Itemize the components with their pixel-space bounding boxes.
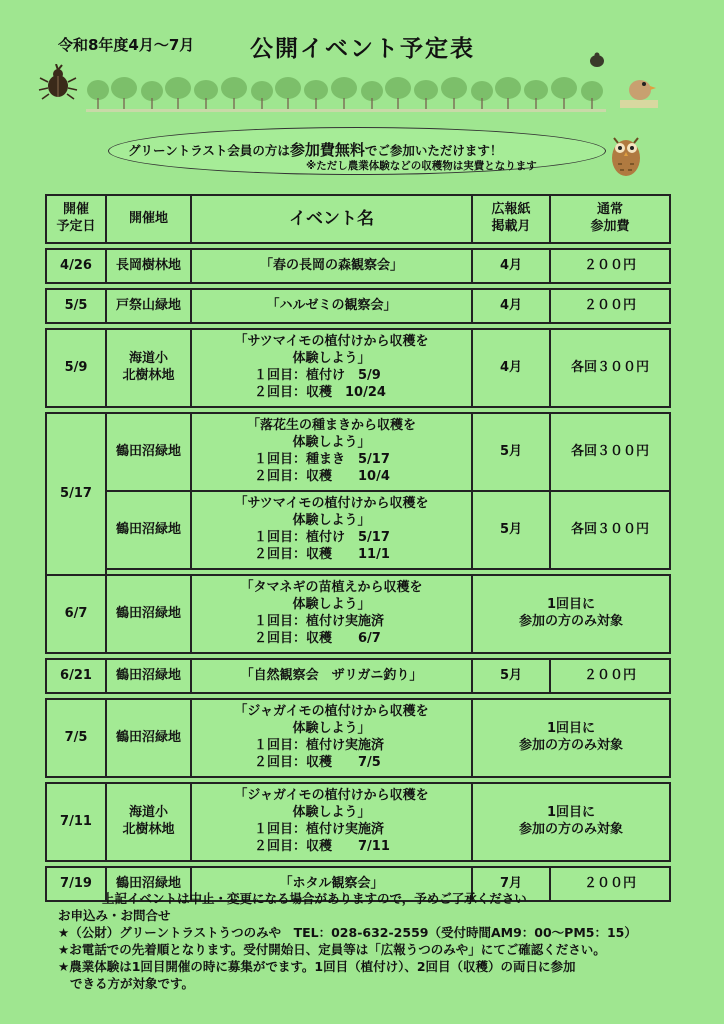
line: 参加の方のみ対象 — [518, 614, 623, 629]
event-date: 7/11 — [46, 783, 106, 861]
line: 「春の長岡の森観察会」 — [259, 257, 403, 273]
line: ２回目：収穫 10/24 — [254, 384, 386, 400]
event-schedule-table — [45, 194, 670, 902]
publication-month: 5月 — [472, 491, 550, 569]
line: 1回目に — [546, 721, 596, 737]
line: 「自然観察会 ザリガニ釣り」 — [240, 667, 423, 683]
line: 「ジャガイモの植付けから収穫を — [234, 704, 429, 720]
footer — [58, 890, 637, 992]
event-date: 5/17 — [46, 413, 106, 575]
line: 「ホタル観察会」 — [279, 875, 384, 891]
table-row — [46, 783, 670, 861]
page-title: 公開イベント予定表 — [250, 36, 475, 62]
header-month: 広報紙 掲載月 — [472, 195, 550, 243]
table-row — [46, 249, 670, 283]
event-place — [106, 575, 191, 653]
publication-month: 4月 — [472, 329, 550, 407]
contact-heading: お申込み・お問合せ — [58, 908, 171, 923]
event-name — [191, 575, 472, 653]
line: 「サツマイモの植付けから収穫を — [234, 334, 429, 350]
farm-note-2: できる方が対象です。 — [70, 976, 195, 991]
event-date: 4/26 — [46, 249, 106, 283]
line: 長岡樹林地 — [115, 257, 181, 273]
event-place — [106, 491, 191, 569]
line: 海道小 — [128, 805, 168, 821]
table-row — [46, 413, 670, 491]
line: 北樹林地 — [122, 822, 175, 837]
table-row — [46, 699, 670, 777]
publication-month: 7月 — [472, 867, 550, 901]
event-date: 7/5 — [46, 699, 106, 777]
line: 1回目に — [546, 805, 596, 821]
line: 「ジャガイモの植付けから収穫を — [234, 788, 429, 804]
table-body — [46, 243, 670, 901]
event-place — [106, 413, 191, 491]
event-name — [191, 249, 472, 283]
event-name — [191, 699, 472, 777]
tree-row-icon — [86, 76, 606, 112]
event-place — [106, 659, 191, 693]
line: 体験しよう」 — [292, 435, 371, 451]
beetle-icon — [38, 64, 78, 100]
line: １回目：植付け 5/17 — [254, 530, 390, 545]
header-date: 開催 予定日 — [46, 195, 106, 243]
event-name — [191, 289, 472, 323]
line: 体験しよう」 — [292, 805, 371, 821]
event-date: 6/21 — [46, 659, 106, 693]
line: 海道小 — [128, 351, 168, 367]
owl-icon — [608, 130, 644, 180]
publication-month: 5月 — [472, 413, 550, 491]
line: 体験しよう」 — [292, 513, 371, 529]
participation-fee: ２００円 — [550, 659, 670, 693]
farm-note-1: ★農業体験は1回目開催の時に募集がでます。1回目（植付け）、2回目（収穫）の両日に参加 — [58, 959, 576, 974]
participation-fee: 各回３００円 — [550, 329, 670, 407]
participation-note — [472, 783, 670, 861]
ladybug-icon — [588, 52, 606, 68]
participation-note — [472, 575, 670, 653]
table-row — [46, 575, 670, 653]
header-fee: 通常 参加費 — [550, 195, 670, 243]
phone-note: ★お電話での先着順となります。受付開始日、定員等は「広報うつのみや」にてご確認ください。 — [58, 942, 606, 957]
line: ２回目：収穫 6/7 — [254, 630, 381, 646]
line: １回目：植付け 5/9 — [254, 368, 381, 383]
line: 鶴田沼緑地 — [115, 521, 181, 537]
event-place — [106, 783, 191, 861]
table-row — [46, 329, 670, 407]
line: 鶴田沼緑地 — [115, 729, 181, 745]
header-event-name: イベント名 — [191, 195, 472, 243]
participation-fee: ２００円 — [550, 249, 670, 283]
line: 鶴田沼緑地 — [115, 667, 181, 683]
participation-fee: 各回３００円 — [550, 413, 670, 491]
line: 「タマネギの苗植えから収穫を — [240, 580, 423, 596]
line: １回目：種まき 5/17 — [254, 452, 390, 467]
period-label: 令和8年度4月～7月 — [58, 36, 195, 54]
member-notice-post: でご参加いただけます！ — [364, 143, 503, 158]
line: １回目：植付け実施済 — [254, 614, 385, 629]
member-notice-text — [128, 139, 502, 160]
line: ２回目：収穫 10/4 — [254, 468, 390, 484]
line: 「サツマイモの植付けから収穫を — [234, 496, 429, 512]
line: １回目：植付け実施済 — [254, 738, 385, 753]
event-name — [191, 491, 472, 569]
table-row — [46, 491, 670, 569]
line: 体験しよう」 — [292, 351, 371, 367]
line: 1回目に — [546, 597, 596, 613]
publication-month: 4月 — [472, 249, 550, 283]
table-row — [46, 289, 670, 323]
event-name — [191, 783, 472, 861]
header-place: 開催地 — [106, 195, 191, 243]
event-place — [106, 329, 191, 407]
participation-fee: ２００円 — [550, 289, 670, 323]
line: １回目：植付け実施済 — [254, 822, 385, 837]
publication-month: 5月 — [472, 659, 550, 693]
line: ２回目：収穫 11/1 — [254, 546, 390, 562]
event-place — [106, 249, 191, 283]
line: 参加の方のみ対象 — [518, 738, 623, 753]
participation-note — [472, 699, 670, 777]
table-row — [46, 659, 670, 693]
contact-organization: ★（公財）グリーントラストうつのみや TEL：028-632-2559（受付時間AM9：00～PM5：15） — [58, 925, 637, 940]
event-date: 7/19 — [46, 867, 106, 901]
publication-month: 4月 — [472, 289, 550, 323]
participation-fee: ２００円 — [550, 867, 670, 901]
line: 体験しよう」 — [292, 597, 371, 613]
event-date: 5/9 — [46, 329, 106, 407]
line: 「落花生の種まきから収穫を — [246, 418, 416, 434]
event-place — [106, 699, 191, 777]
event-place — [106, 289, 191, 323]
member-notice-free: 参加費無料 — [289, 141, 365, 159]
member-notice-pre: グリーントラスト会員の方は — [128, 143, 290, 158]
line: 「ハルゼミの観察会」 — [266, 297, 397, 313]
line: 体験しよう」 — [292, 721, 371, 737]
line: ２回目：収穫 7/5 — [254, 754, 381, 770]
line: 鶴田沼緑地 — [115, 875, 181, 891]
change-notice: 上記イベントは中止・変更になる場合がありますので，予めご了承ください — [102, 891, 527, 906]
participation-fee: 各回３００円 — [550, 491, 670, 569]
event-name — [191, 329, 472, 407]
event-name — [191, 413, 472, 491]
bird-icon — [620, 72, 658, 108]
line: 北樹林地 — [122, 368, 175, 383]
event-name — [191, 659, 472, 693]
line: 参加の方のみ対象 — [518, 822, 623, 837]
member-notice-subnote: ※ただし農業体験などの収穫物は実費となります — [306, 160, 537, 172]
line: 鶴田沼緑地 — [115, 605, 181, 621]
event-date: 5/5 — [46, 289, 106, 323]
line: 鶴田沼緑地 — [115, 443, 181, 459]
table-header-row — [46, 195, 670, 243]
event-date: 6/7 — [46, 575, 106, 653]
line: 戸祭山緑地 — [115, 297, 181, 313]
line: ２回目：収穫 7/11 — [254, 838, 390, 854]
